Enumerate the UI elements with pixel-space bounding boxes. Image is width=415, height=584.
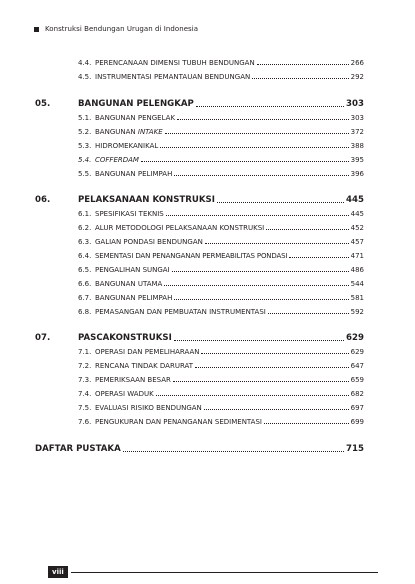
chapter-page: 629 (346, 333, 364, 343)
toc-number: 7.4. (78, 390, 92, 398)
toc-entry-7-6[interactable] (78, 414, 364, 426)
toc-page: 659 (350, 376, 364, 384)
leader-dots (201, 353, 348, 354)
toc-page: 457 (350, 238, 364, 246)
toc-number: 6.7. (78, 294, 92, 302)
toc-page: 396 (350, 170, 364, 178)
toc-title: PENGALIHAN SUNGAI (95, 266, 170, 274)
toc-number: 6.3. (78, 238, 92, 246)
toc-title: SPESIFIKASI TEKNIS (95, 210, 164, 218)
toc-chapter-07[interactable] (35, 329, 364, 343)
toc-number: 5.4. (78, 156, 92, 164)
chapter-page: 445 (346, 195, 364, 205)
toc-number: 7.2. (78, 362, 92, 370)
toc-page: 697 (350, 404, 364, 412)
toc-page: 372 (350, 128, 364, 136)
toc-entry-6-3[interactable] (78, 234, 364, 246)
toc-entry-6-8[interactable] (78, 304, 364, 316)
toc-title: ALUR METODOLOGI PELAKSANAAN KONSTRUKSI (95, 224, 265, 232)
toc-entry-6-6[interactable] (78, 276, 364, 288)
leader-dots (289, 257, 348, 258)
toc-title: BANGUNAN PELIMPAH (95, 170, 173, 178)
toc-title: INSTRUMENTASI PEMANTAUAN BENDUNGAN (95, 73, 251, 81)
toc-entry-5-4[interactable] (78, 152, 364, 164)
leader-dots (174, 340, 344, 341)
toc-page: 581 (350, 294, 364, 302)
leader-dots (164, 285, 348, 286)
leader-dots (205, 243, 349, 244)
leader-dots (177, 119, 349, 120)
toc-title: COFFERDAM (95, 156, 139, 164)
toc-title: GALIAN PONDASI BENDUNGAN (95, 238, 203, 246)
toc-title-italic-part: INTAKE (137, 128, 163, 136)
toc-title: BANGUNAN PELIMPAH (95, 294, 173, 302)
leader-dots (160, 147, 348, 148)
toc-page: 292 (350, 73, 364, 81)
toc-entry-5-3[interactable] (78, 138, 364, 150)
leader-dots (266, 229, 348, 230)
toc-number: 6.6. (78, 280, 92, 288)
toc-title: PEMERIKSAAN BESAR (95, 376, 171, 384)
toc-title: BANGUNAN UTAMA (95, 280, 163, 288)
toc-number: 7.6. (78, 418, 92, 426)
leader-dots (217, 202, 344, 203)
toc-entry-7-4[interactable] (78, 386, 364, 398)
leader-dots (141, 161, 349, 162)
toc-entry-7-3[interactable] (78, 372, 364, 384)
toc-number: 7.5. (78, 404, 92, 412)
toc-page: 395 (350, 156, 364, 164)
toc-number: 5.5. (78, 170, 92, 178)
chapter-number: 06. (35, 195, 51, 205)
leader-dots (264, 423, 349, 424)
leader-dots (196, 106, 344, 107)
toc-page: 452 (350, 224, 364, 232)
toc-entry-6-1[interactable] (78, 206, 364, 218)
footer-rule (71, 572, 378, 573)
page-footer (48, 566, 378, 578)
toc-entry-5-5[interactable] (78, 166, 364, 178)
toc-number: 4.5. (78, 73, 92, 81)
toc-entry-7-1[interactable] (78, 344, 364, 356)
leader-dots (156, 395, 349, 396)
toc-page: 266 (350, 59, 364, 67)
toc-number: 4.4. (78, 59, 92, 67)
toc-number: 5.2. (78, 128, 92, 136)
toc-title: EVALUASI RISIKO BENDUNGAN (95, 404, 202, 412)
toc-page: 699 (350, 418, 364, 426)
toc-title: HIDROMEKANIKAL (95, 142, 159, 150)
toc-title: PENGUKURAN DAN PENANGANAN SEDIMENTASI (95, 418, 262, 426)
toc-entry-4-4[interactable] (78, 55, 364, 67)
toc-number: 6.4. (78, 252, 92, 260)
toc-page: 682 (350, 390, 364, 398)
running-title: Konstruksi Bendungan Urugan di Indonesia (45, 25, 199, 33)
leader-dots (166, 215, 349, 216)
toc-title: RENCANA TINDAK DARURAT (95, 362, 194, 370)
toc-page: 486 (350, 266, 364, 274)
toc-entry-7-5[interactable] (78, 400, 364, 412)
toc-title: PERENCANAAN DIMENSI TUBUH BENDUNGAN (95, 59, 255, 67)
toc-chapter-05[interactable] (35, 95, 364, 109)
chapter-number: 05. (35, 99, 51, 109)
toc-entry-5-1[interactable] (78, 110, 364, 122)
toc-number: 7.1. (78, 348, 92, 356)
toc-number: 5.1. (78, 114, 92, 122)
page-number: viii (48, 566, 68, 578)
leader-dots (195, 367, 349, 368)
toc-page: 388 (350, 142, 364, 150)
toc-entry-4-5[interactable] (78, 69, 364, 81)
chapter-title: PASCAKONSTRUKSI (78, 333, 172, 343)
toc-title-part: BANGUNAN (95, 128, 138, 136)
toc-number: 6.8. (78, 308, 92, 316)
toc-entry-7-2[interactable] (78, 358, 364, 370)
leader-dots (174, 299, 348, 300)
leader-dots (268, 313, 349, 314)
chapter-title: BANGUNAN PELENGKAP (78, 99, 194, 109)
toc-page: 471 (350, 252, 364, 260)
toc-entry-6-5[interactable] (78, 262, 364, 274)
toc-number: 6.1. (78, 210, 92, 218)
toc-page: 303 (350, 114, 364, 122)
bibliography-title: DAFTAR PUSTAKA (35, 444, 121, 454)
toc-number: 7.3. (78, 376, 92, 384)
leader-dots (257, 64, 349, 65)
leader-dots (204, 409, 349, 410)
chapter-number: 07. (35, 333, 51, 343)
toc-number: 5.3. (78, 142, 92, 150)
toc-title (95, 128, 163, 136)
leader-dots (173, 381, 349, 382)
leader-dots (123, 451, 344, 452)
toc-title: OPERASI WADUK (95, 390, 154, 398)
chapter-title: PELAKSANAAN KONSTRUKSI (78, 195, 215, 205)
toc-title: SEMENTASI DAN PENANGANAN PERMEABILITAS PONDASI (95, 252, 288, 260)
toc-entry-6-7[interactable] (78, 290, 364, 302)
toc-title: BANGUNAN PENGELAK (95, 114, 176, 122)
toc-page: 592 (350, 308, 364, 316)
bibliography-page: 715 (346, 444, 364, 454)
toc-entry-6-2[interactable] (78, 220, 364, 232)
toc-page: 647 (350, 362, 364, 370)
toc-page: 445 (350, 210, 364, 218)
chapter-page: 303 (346, 99, 364, 109)
leader-dots (252, 78, 348, 79)
toc-number: 6.2. (78, 224, 92, 232)
leader-dots (174, 175, 348, 176)
toc-bibliography[interactable] (35, 440, 364, 454)
toc-entry-6-4[interactable] (78, 248, 364, 260)
leader-dots (172, 271, 349, 272)
leader-dots (165, 133, 349, 134)
toc-chapter-06[interactable] (35, 191, 364, 205)
toc-number: 6.5. (78, 266, 92, 274)
toc-page: 544 (350, 280, 364, 288)
toc-page: 629 (350, 348, 364, 356)
toc-entry-5-2[interactable] (78, 124, 364, 136)
toc-title: PEMASANGAN DAN PEMBUATAN INSTRUMENTASI (95, 308, 266, 316)
toc-title: OPERASI DAN PEMELIHARAAN (95, 348, 200, 356)
